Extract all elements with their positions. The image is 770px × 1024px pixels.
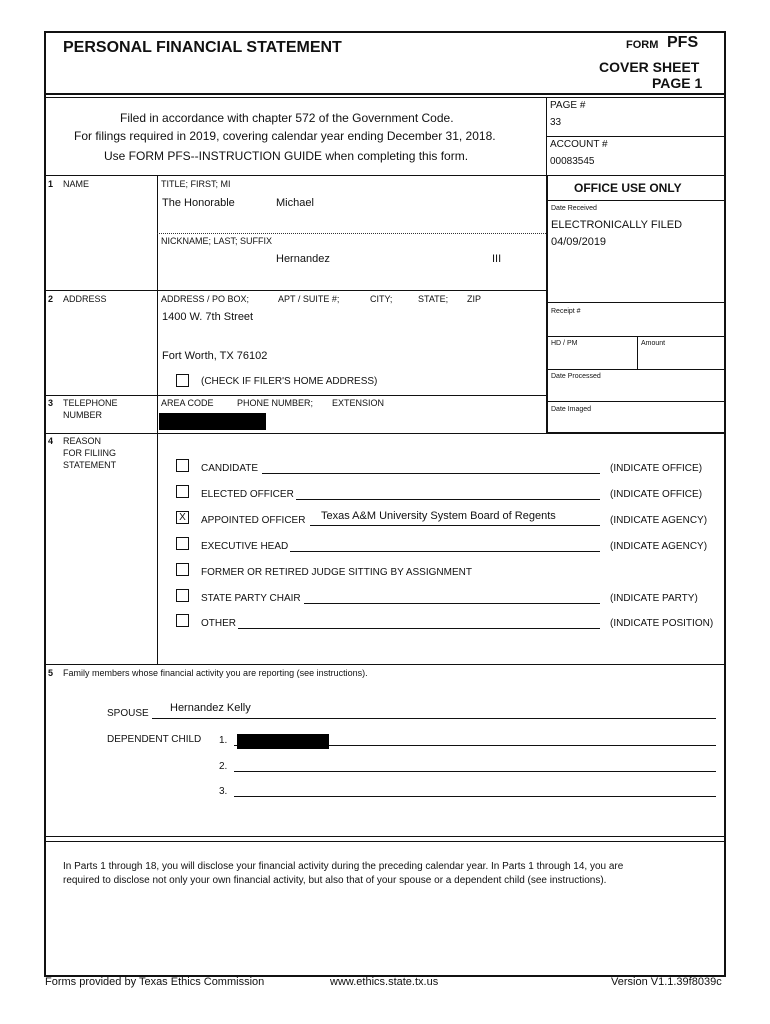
executive-head-label: EXECUTIVE HEAD [201, 541, 289, 552]
candidate-label: CANDIDATE [201, 463, 259, 474]
elected-officer-checkbox[interactable] [176, 485, 189, 498]
page-account-divider [546, 136, 726, 137]
home-address-checkbox[interactable] [176, 374, 189, 387]
area-code-header: AREA CODE [161, 398, 214, 408]
intro-line-1: Filed in accordance with chapter 572 of the Government Code. [120, 111, 454, 125]
spouse-value[interactable]: Hernandez Kelly [170, 702, 251, 714]
amount-divider [637, 336, 638, 369]
state-party-chair-label: STATE PARTY CHAIR [201, 593, 301, 604]
city-header: CITY; [370, 294, 393, 304]
section2-label: ADDRESS [63, 294, 107, 304]
phone-header: PHONE NUMBER; [237, 398, 314, 408]
elected-officer-label: ELECTED OFFICER [201, 489, 294, 500]
extension-header: EXTENSION [332, 398, 385, 408]
form-code: PFS [667, 34, 699, 51]
office-use-box [546, 176, 726, 434]
candidate-indicate: (INDICATE OFFICE) [610, 463, 703, 474]
child-2-num: 2. [219, 761, 228, 772]
header-divider [44, 93, 726, 95]
footer-version: Version V1.1.39f8039c [611, 976, 722, 988]
date-processed-label: Date Processed [551, 373, 601, 380]
city-line-value[interactable]: Fort Worth, TX 76102 [162, 350, 268, 362]
electronically-filed-text: ELECTRONICALLY FILED [551, 219, 683, 231]
child-2-line [234, 771, 716, 772]
home-address-label: (CHECK IF FILER'S HOME ADDRESS) [201, 376, 378, 387]
footer-left: Forms provided by Texas Ethics Commission [45, 976, 265, 988]
receipt-label: Receipt # [551, 308, 581, 315]
receipt-line [546, 302, 726, 303]
appointed-officer-line [310, 525, 600, 526]
section4-label-1: REASON [63, 436, 102, 446]
section4-top-line [44, 433, 726, 434]
section3-num: 3 [48, 398, 54, 408]
address-header: ADDRESS / PO BOX; [161, 294, 250, 304]
elected-officer-indicate: (INDICATE OFFICE) [610, 489, 703, 500]
office-use-title: OFFICE USE ONLY [574, 181, 682, 195]
disclosure-line-2: required to disclose not only your own financial activity, but also that of your spouse or a dependent child (see instructions). [63, 875, 607, 886]
section5-num: 5 [48, 668, 54, 678]
hdpm-line [546, 336, 726, 337]
apt-header: APT / SUITE #; [278, 294, 340, 304]
date-received-label: Date Received [551, 205, 597, 212]
form-label: FORM [626, 39, 659, 51]
executive-head-indicate: (INDICATE AGENCY) [610, 541, 708, 552]
section4-num: 4 [48, 436, 54, 446]
page-num-label: PAGE # [550, 100, 586, 111]
account-label: ACCOUNT # [550, 139, 608, 150]
appointed-officer-checkbox[interactable]: X [176, 511, 189, 524]
executive-head-line [290, 551, 600, 552]
section2-top-line [44, 290, 546, 291]
intro-line-2: For filings required in 2019, covering calendar year ending December 31, 2018. [74, 129, 496, 143]
section1-num: 1 [48, 179, 54, 189]
left-column-divider [157, 176, 158, 665]
processed-line [546, 369, 726, 370]
date-imaged-label: Date Imaged [551, 406, 592, 413]
other-line [238, 628, 600, 629]
section3-top-line [44, 395, 546, 396]
state-header: STATE; [418, 294, 449, 304]
state-party-chair-line [304, 603, 600, 604]
state-party-chair-indicate: (INDICATE PARTY) [610, 593, 698, 604]
disclosure-top-line-2 [44, 841, 726, 842]
state-party-chair-checkbox[interactable] [176, 589, 189, 602]
spouse-line [152, 718, 716, 719]
section1-label: NAME [63, 179, 90, 189]
footer-center[interactable]: www.ethics.state.tx.us [330, 976, 439, 988]
zip-header: ZIP [467, 294, 482, 304]
appointed-officer-indicate: (INDICATE AGENCY) [610, 515, 708, 526]
name-header-2: NICKNAME; LAST; SUFFIX [161, 236, 273, 246]
phone-redaction [159, 413, 266, 430]
name-title-value[interactable]: The Honorable [162, 197, 235, 209]
name-header-1: TITLE; FIRST; MI [161, 179, 231, 189]
intro-line-3: Use FORM PFS--INSTRUCTION GUIDE when completing this form. [104, 149, 469, 163]
executive-head-checkbox[interactable] [176, 537, 189, 550]
section3-label-2: NUMBER [63, 410, 103, 420]
dependent-child-label: DEPENDENT CHILD [107, 734, 202, 745]
child-3-line [234, 796, 716, 797]
street-value[interactable]: 1400 W. 7th Street [162, 311, 254, 323]
other-indicate: (INDICATE POSITION) [610, 618, 714, 629]
other-label: OTHER [201, 618, 236, 629]
account-value: 00083545 [550, 156, 595, 167]
candidate-checkbox[interactable] [176, 459, 189, 472]
spouse-label: SPOUSE [107, 708, 149, 719]
section2-num: 2 [48, 294, 54, 304]
former-judge-label: FORMER OR RETIRED JUDGE SITTING BY ASSIGNMENT [201, 567, 472, 578]
child-1-redaction [237, 734, 329, 749]
imaged-line [546, 401, 726, 402]
office-use-title-line [546, 200, 726, 201]
other-checkbox[interactable] [176, 614, 189, 627]
page-label: PAGE 1 [652, 75, 703, 91]
section4-label-3: STATEMENT [63, 460, 117, 470]
section3-label-1: TELEPHONE [63, 398, 118, 408]
cover-sheet-label: COVER SHEET [599, 59, 700, 75]
name-dotted-divider [157, 233, 546, 234]
section5-top-line [44, 664, 726, 665]
former-judge-checkbox[interactable] [176, 563, 189, 576]
candidate-line [262, 473, 600, 474]
filed-date: 04/09/2019 [551, 236, 607, 248]
section4-label-2: FOR FILIING [63, 448, 117, 458]
amount-label: Amount [641, 340, 666, 347]
name-first-value[interactable]: Michael [276, 197, 314, 209]
page-num-value: 33 [550, 117, 562, 128]
elected-officer-line [296, 499, 600, 500]
disclosure-line-1: In Parts 1 through 18, you will disclose your financial activity during the preceding calendar year. In Parts 1 through 14, you are [63, 861, 624, 872]
form-title: PERSONAL FINANCIAL STATEMENT [63, 39, 342, 56]
disclosure-top-line-1 [44, 836, 726, 837]
appointed-officer-value[interactable]: Texas A&M University System Board of Regents [321, 510, 556, 522]
name-last-value[interactable]: Hernandez [276, 253, 330, 265]
hdpm-label: HD / PM [551, 340, 578, 347]
child-1-num: 1. [219, 735, 228, 746]
appointed-officer-label: APPOINTED OFFICER [201, 515, 306, 526]
child-3-num: 3. [219, 786, 228, 797]
header-divider-2 [44, 97, 726, 98]
section5-label: Family members whose financial activity you are reporting (see instructions). [63, 668, 368, 678]
name-suffix-value[interactable]: III [492, 253, 502, 265]
